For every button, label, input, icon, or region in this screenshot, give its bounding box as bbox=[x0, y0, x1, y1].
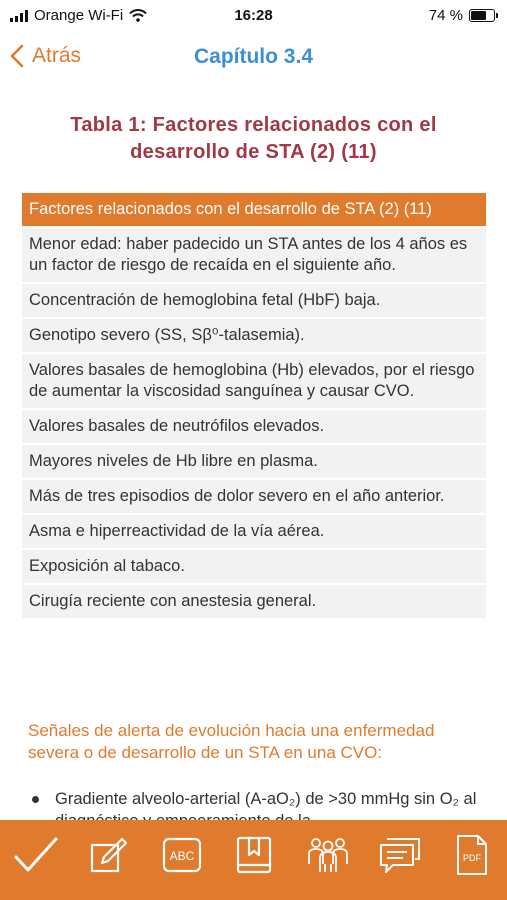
table-cell: Menor edad: haber padecido un STA antes de los 4 años es un factor de riesgo de recaída en el siguiente año. bbox=[22, 227, 486, 283]
pdf-button[interactable] bbox=[446, 830, 498, 880]
chat-icon bbox=[377, 835, 423, 875]
battery-level bbox=[471, 11, 486, 20]
table-cell: Cirugía reciente con anestesia general. bbox=[22, 584, 486, 618]
table-cell: Valores basales de neutrófilos elevados. bbox=[22, 409, 486, 444]
table-cell: Genotipo severo (SS, Sβ⁰-talasemia). bbox=[22, 318, 486, 353]
spellcheck-icon bbox=[161, 835, 203, 875]
notes-button[interactable] bbox=[82, 830, 134, 880]
table-row bbox=[22, 479, 486, 514]
battery-percent: 74 % bbox=[428, 7, 463, 24]
table-title: Tabla 1: Factores relacionados con el desarrollo de STA (2) (11) bbox=[70, 114, 437, 163]
group-icon bbox=[305, 834, 351, 876]
table-row bbox=[22, 549, 486, 584]
alert-heading: Señales de alerta de evolución hacia una enfermedad severa o de desarrollo de un STA en una CVO: bbox=[28, 721, 435, 762]
table-cell: Exposición al tabaco. bbox=[22, 549, 486, 584]
pdf-icon bbox=[452, 834, 492, 876]
status-bar bbox=[0, 0, 507, 32]
table-cell: Más de tres episodios de dolor severo en el año anterior. bbox=[22, 479, 486, 514]
back-label: Atrás bbox=[32, 44, 82, 67]
content-area[interactable] bbox=[0, 100, 507, 820]
bookmark-book-icon bbox=[233, 835, 275, 875]
table-row bbox=[22, 353, 486, 409]
edit-note-icon bbox=[86, 835, 130, 875]
nav-title: Capítulo 3.4 bbox=[193, 45, 314, 68]
factors-table bbox=[22, 193, 486, 618]
check-icon bbox=[13, 835, 59, 875]
bookmarks-button[interactable] bbox=[228, 830, 280, 880]
table-cell: Valores basales de hemoglobina (Hb) elevados, por el riesgo de aumentar la viscosidad sanguínea y causar CVO. bbox=[22, 353, 486, 409]
check-button[interactable] bbox=[10, 830, 62, 880]
list-item: Gradiente alveolo-arterial (A-aO₂) de >30 mmHg sin O₂ al bbox=[28, 788, 478, 832]
table-row bbox=[22, 227, 486, 283]
table-header: Factores relacionados con el desarrollo de STA (2) (11) bbox=[22, 193, 486, 227]
carrier-label: Orange Wi-Fi bbox=[34, 7, 124, 24]
table-row bbox=[22, 283, 486, 318]
table-cell: Concentración de hemoglobina fetal (HbF) baja. bbox=[22, 283, 486, 318]
table-cell: Mayores niveles de Hb libre en plasma. bbox=[22, 444, 486, 479]
battery-icon bbox=[469, 9, 495, 22]
abc-button[interactable] bbox=[156, 830, 208, 880]
table-row bbox=[22, 318, 486, 353]
pdf-label: PDF bbox=[463, 853, 481, 863]
table-header-row bbox=[22, 193, 486, 227]
table-cell: Asma e hiperreactividad de la vía aérea. bbox=[22, 514, 486, 549]
abc-label: ABC bbox=[169, 849, 195, 863]
bottom-toolbar bbox=[0, 820, 507, 900]
patients-button[interactable] bbox=[302, 830, 354, 880]
table-row bbox=[22, 409, 486, 444]
table-row bbox=[22, 514, 486, 549]
clock: 16:28 bbox=[234, 7, 273, 24]
nav-bar bbox=[0, 38, 507, 78]
table-row bbox=[22, 584, 486, 618]
table-row bbox=[22, 444, 486, 479]
chat-button[interactable] bbox=[374, 830, 426, 880]
status-right bbox=[429, 7, 495, 24]
